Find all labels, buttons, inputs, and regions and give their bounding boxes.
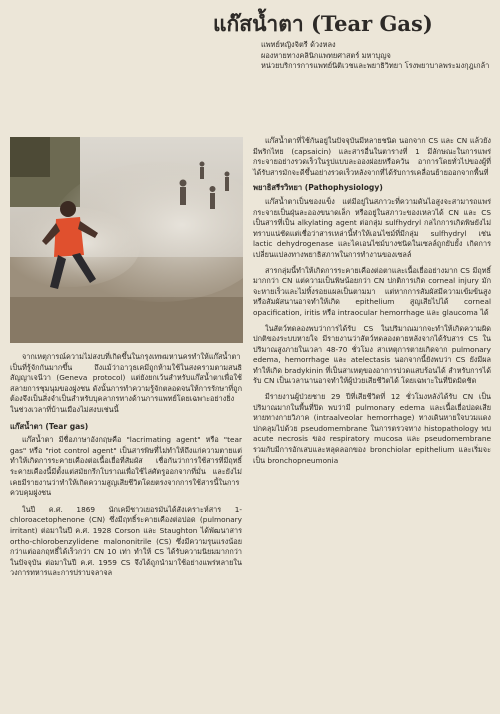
pathophysiology-paragraph-2: สารกลุ่มนี้ทำให้เกิดการระคายเคืองต่อตาและเนื้อเยื่ออย่างมาก CS มีฤทธิ์มากกว่า CN แต่ความเป็นพิษน้อยกว่า CN ปกติการเกิด corneal injury มักจะหายเร็วและไม่ทิ้งรอยแผลเป็นตามมา แต่หากการสัมผัสมีความเข้มข้นสูงหรือสัมผัสนานอาจทำให้เกิด epithelium สูญเสียไปได้ corneal opacification, iritis หรือ intraocular hemorrhage และ glaucoma ได้ (253, 265, 491, 317)
intro-paragraph: จากเหตุการณ์ความไม่สงบที่เกิดขึ้นในกรุงเทพมหานครทำให้แก๊สน้ำตาเป็นที่รู้จักกันมากขึ้น ถึงแม้ว่าอาวุธเคมีถูกห้ามใช้ในสงครามตามสนธิสัญญาเจนีวา (Geneva protocol) แต่ยังยกเว้นสำหรับแก๊สน้ำตาเพื่อใช้สลายการชุมนุมของฝูงชน ดังนั้นการทำความรู้จักตลอดจนให้การรักษาที่ถูกต้องจึงเป็นสิ่งจำเป็นสำหรับบุคลากรทางด้านการแพทย์โดยเฉพาะอย่างยิ่งในช่วงเวลาที่บ้านเมืองไม่สงบเช่นนี้ (10, 352, 242, 414)
tear-gas-paragraph-2: ในปี ค.ศ. 1869 นักเคมีชาวเยอรมันได้สังเคราะห์สาร 1-chloroacetophenone (CN) ซึ่งมีฤทธิ์ระคายเคืองต่อปอด (pulmonary irritant) ต่อมาในปี ค.ศ. 1928 Corson และ Staughton ได้พัฒนาสาร ortho-chlorobenzylidene malononitrile (CS) ซึ่งมีความรุนแรงน้อยกว่าแต่ออกฤทธิ์ได้เร็วกว่า CN 10 เท่า ทำให้ CS ได้รับความนิยมมากกว่าในปัจจุบัน ต่อมาในปี ค.ศ. 1959 CS จึงได้ถูกนำมาใช้อย่างแพร่หลายในวงการทหารและการปราบจลาจล (10, 504, 242, 578)
tear-gas-paragraph-1: แก๊สน้ำตา มีชื่อภาษาอังกฤษคือ "lacrimating agent" หรือ "tear gas" หรือ "riot control agent" เป็นสารพิษที่ไม่ทำให้ถึงแก่ความตายแต่ทำให้เกิดการระคายเคืองต่อเนื้อเยื่อที่สัมผัส เชื่อกันว่าการใช้สารที่มีฤทธิ์ระคายเคืองนี้มีตั้งแต่สมัยกรีกโบราณเพื่อใช้ไล่ศัตรูออกจากที่มั่น และยังไม่เคยมีรายงานว่าทำให้เกิดความสูญเสียชีวิตโดยตรงจากการใช้สารนี้ในการควบคุมฝูงชน (10, 435, 242, 498)
author-affiliation-2: หน่วยบริการการแพทย์นิติเวชและพยาธิวิทยา โรงพยาบาลพระมงกุฎเกล้า (261, 61, 490, 71)
right-column (253, 136, 491, 471)
author-name: แพทย์หญิงจิตรี ด้วงหลง (261, 40, 336, 49)
article-title: แก๊สน้ำตา (Tear Gas) (213, 11, 433, 36)
pathophysiology-paragraph-3: ในสัตว์ทดลองพบว่าการได้รับ CS ในปริมาณมากจะทำให้เกิดความผิดปกติของระบบหายใจ มีรายงานว่าสัตว์ทดลองตายหลังจากได้รับสาร CS ในปริมาณสูงภายในเวลา 48-70 ชั่วโมง สาเหตุการตายเกิดจาก pulmonary edema, hemorrhage และ atelectasis นอกจากนี้ยังพบว่า CS ยังมีผลทำให้เกิด bradykinin ที่เป็นสาเหตุของอาการปวดแสบร้อนได้ สำหรับการได้รับ CN เป็นเวลานานอาจทำให้ผู้ป่วยเสียชีวิตได้ โดยเฉพาะในที่ปิดมิดชิด (253, 323, 491, 386)
pathophysiology-paragraph-4: มีรายงานผู้ป่วยชาย 29 ปีที่เสียชีวิตที่ 12 ชั่วโมงหลังได้รับ CN เป็นปริมาณมากในพื้นที่ปิด พบว่ามี pulmonary edema และเนื้อเยื่อปอดเสียหายทางกายวิภาค (intraalveolar hemorrhage) ทางเดินหายใจบวมแดงปกคลุมไปด้วย pseudomembrane ในการตรวจทาง histopathology พบ acute necrosis ของ respiratory mucosa และ pseudomembrane รวมกับมีการอักเสบและหลุดลอกของ bronchiolar epithelium และเริ่มจะเป็น bronchopneumonia (253, 392, 491, 465)
riot-photo-illustration (10, 137, 243, 343)
right-intro-paragraph: แก๊สน้ำตาที่ใช้กันอยู่ในปัจจุบันมีหลายชนิด นอกจาก CS และ CN แล้วยังมีพริกไทย (capsaicin) และสารอื่นในตารางที่ 1 มีลักษณะในการแพร่กระจายอย่างรวดเร็วในรูปแบบละอองฝอยหรือควัน อาการโดยทั่วไปของผู้ที่ได้รับสารมักจะดีขึ้นอย่างรวดเร็วหลังจากที่ได้รับการเคลื่อนย้ายออกจากพื้นที่ (253, 136, 491, 177)
section-heading-pathophysiology: พยาธิสรีรวิทยา (Pathophysiology) (253, 183, 383, 193)
riot-photo (10, 137, 243, 343)
author-affiliation-1: ผองหายทางคลินิกแพทยศาสตร์ มหาบุญจ (261, 50, 391, 60)
pathophysiology-paragraph-1: แก๊สน้ำตาเป็นของแข็ง แต่มีอยู่ในสภาวะที่ความดันไอสูงจะสามารถแพร่กระจายเป็นฝุ่นละอองขนาดเล็ก หรืออยู่ในสภาวะของเหลวได้ CN และ CS เป็นสารที่เป็น alkylating agent ต่อกลุ่ม sulfhydryl กลไกการเกิดพิษยังไม่ทราบแน่ชัดแต่เชื่อว่าสารเหล่านี้ทำให้เอนไซม์ที่มีกลุ่ม sulfhydryl เช่น lactic dehydrogenase และไคเอนไซม์บางชนิดในเซลล์ถูกยับยั้ง เกิดการเปลี่ยนแปลงทางพยาธิสภาพในการทำงานของเซลล์ (253, 196, 491, 259)
left-column (10, 352, 242, 585)
author-byline (261, 40, 497, 72)
section-heading-tear-gas: แก๊สน้ำตา (Tear gas) (10, 421, 89, 431)
